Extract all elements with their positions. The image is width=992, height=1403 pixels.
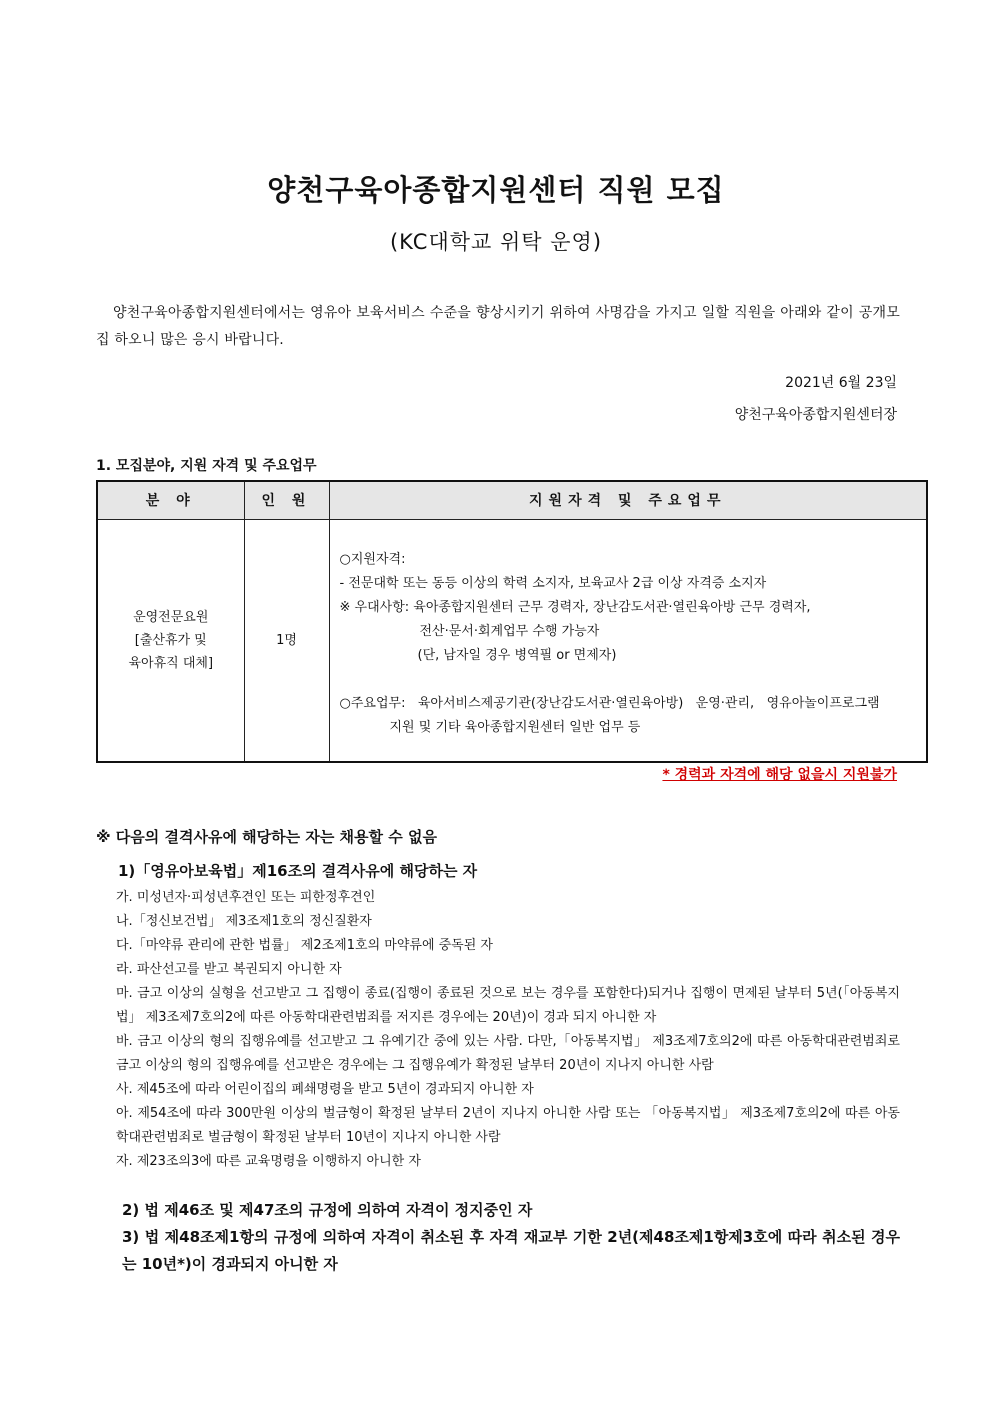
list-item: 바. 금고 이상의 형의 집행유예를 선고받고 그 유예기간 중에 있는 사람. 다만,「아동복지법」 제3조제7호의2에 따른 아동학대관련범죄로 금고 이상의 형의 집행유예를 선고받은 경우에는 그 집행유예가 확정된 날부터 20년이 지나지 아니한 사람 bbox=[116, 1034, 900, 1073]
page-title: 양천구육아종합지원센터 직원 모집 bbox=[267, 173, 725, 207]
preference-line: (단, 남자일 경우 병역필 or 면제자) bbox=[417, 647, 617, 663]
header-count: 인 원 bbox=[244, 481, 329, 519]
field-line: 운영전문요원 bbox=[133, 609, 209, 625]
header-field: 분 야 bbox=[97, 481, 244, 519]
notice-date: 2021년 6월 23일 bbox=[785, 375, 897, 391]
list-item: 자. 제23조의3에 따른 교육명령을 이행하지 아니한 자 bbox=[116, 1154, 421, 1169]
preference-line: 전산·문서·회계업무 수행 가능자 bbox=[419, 623, 600, 639]
disqualification-heading: ※ 다음의 결격사유에 해당하는 자는 채용할 수 없음 bbox=[96, 828, 437, 846]
preference-line: ※ 우대사항: 육아종합지원센터 근무 경력자, 장난감도서관·열린육아방 근무 경력자, bbox=[339, 599, 811, 615]
table-row bbox=[97, 519, 927, 762]
duty-line: ○주요업무: 육아서비스제공기관(장난감도서관·열린육아방) 운영·관리, 영유아놀이프로그램 bbox=[339, 695, 880, 711]
qualification-label: ○지원자격: bbox=[339, 551, 406, 567]
count-cell: 1명 bbox=[244, 519, 329, 762]
disqualification-group-2: 2) 법 제46조 및 제47조의 규정에 의하여 자격이 정지중인 자 bbox=[122, 1201, 533, 1219]
field-cell bbox=[97, 519, 244, 762]
list-item: 라. 파산선고를 받고 복권되지 아니한 자 bbox=[116, 962, 342, 977]
section-title-recruitment: 1. 모집분야, 지원 자격 및 주요업무 bbox=[96, 458, 317, 474]
list-item: 나.「정신보건법」 제3조제1호의 정신질환자 bbox=[116, 914, 372, 929]
list-item: 가. 미성년자·피성년후견인 또는 피한정후견인 bbox=[116, 890, 376, 905]
table-header-row bbox=[97, 481, 927, 519]
page-subtitle: (KC대학교 위탁 운영) bbox=[389, 230, 603, 254]
list-item: 마. 금고 이상의 실형을 선고받고 그 집행이 종료(집행이 종료된 것으로 보는 경우를 포함한다)되거나 집행이 면제된 날부터 5년(「아동복지법」 제3조제7호의2에 따른 아동학대관련범죄를 저지른 경우에는 20년)이 경과 되지 아니한 자 bbox=[116, 986, 900, 1025]
intro-paragraph: 양천구육아종합지원센터에서는 영유아 보육서비스 수준을 향상시키기 위하여 사명감을 가지고 일할 직원을 아래와 같이 공개모집 하오니 많은 응시 바랍니다. bbox=[96, 305, 900, 348]
list-item: 아. 제54조에 따라 300만원 이상의 벌금형이 확정된 날부터 2년이 지나지 아니한 사람 또는 「아동복지법」 제3조제7호의2에 따른 아동학대관련범죄로 벌금형이 확정된 날부터 10년이 지나지 아니한 사람 bbox=[116, 1106, 900, 1145]
recruitment-table bbox=[96, 480, 928, 763]
disqualification-list bbox=[116, 886, 900, 1174]
qualification-line: - 전문대학 또는 동등 이상의 학력 소지자, 보육교사 2급 이상 자격증 소지자 bbox=[339, 575, 767, 591]
header-qualification: 지원자격 및 주요업무 bbox=[329, 481, 927, 519]
duty-line: 지원 및 기타 육아종합지원센터 일반 업무 등 bbox=[389, 719, 641, 735]
field-line: 육아휴직 대체] bbox=[128, 655, 214, 671]
detail-cell bbox=[329, 519, 927, 762]
disqualification-group-1: 1)「영유아보육법」제16조의 결격사유에 해당하는 자 bbox=[118, 862, 478, 880]
issuer-name: 양천구육아종합지원센터장 bbox=[734, 407, 897, 423]
disqualification-group-3: 3) 법 제48조제1항의 규정에 의하여 자격이 취소된 후 자격 재교부 기한 2년(제48조제1항제3호에 따라 취소된 경우는 10년*)이 경과되지 아니한 자 bbox=[122, 1228, 900, 1273]
list-item: 사. 제45조에 따라 어린이집의 폐쇄명령을 받고 5년이 경과되지 아니한 자 bbox=[116, 1082, 534, 1097]
field-line: [출산휴가 및 bbox=[134, 632, 207, 648]
eligibility-note: * 경력과 자격에 해당 없을시 지원불가 bbox=[662, 767, 897, 783]
list-item: 다.「마약류 관리에 관한 법률」 제2조제1호의 마약류에 중독된 자 bbox=[116, 938, 493, 953]
